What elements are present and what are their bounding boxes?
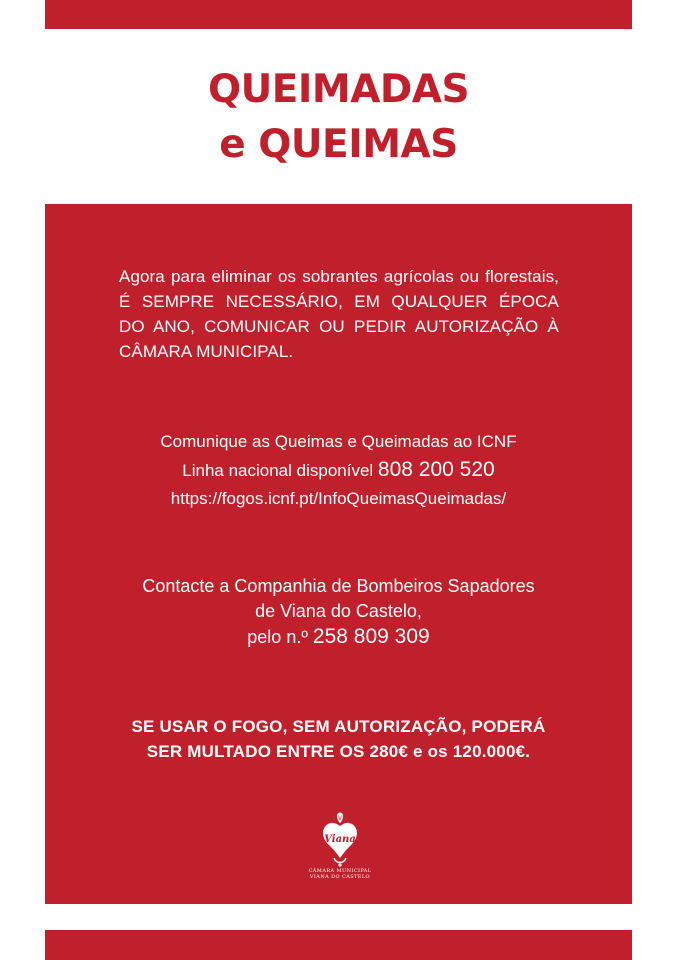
icnf-line-2 — [45, 456, 632, 485]
intro-line-4: CÂMARA MUNICIPAL. — [119, 342, 294, 361]
bombeiros-phone-number: 258 809 309 — [312, 625, 430, 648]
icnf-url[interactable]: https://fogos.icnf.pt/InfoQueimasQueimadas/ — [170, 489, 507, 508]
fine-warning — [45, 714, 632, 764]
icnf-contact — [45, 428, 632, 513]
intro-line-1: Agora para eliminar os sobrantes agrícolas ou florestais, — [119, 267, 559, 286]
icnf-phone-number: 808 200 520 — [377, 458, 495, 481]
warning-line-2: SER MULTADO ENTRE OS 280€ e os 120.000€. — [146, 742, 531, 761]
icnf-line-1: Comunique as Queimas e Queimadas ao ICNF — [160, 432, 517, 451]
logo-text-line-1: CÂMARA MUNICIPAL — [308, 868, 372, 874]
bottom-red-band — [45, 930, 632, 960]
viana-heart-icon — [318, 808, 362, 868]
logo-wordmark: Viana — [324, 834, 356, 845]
title-line-2: e QUEIMAS — [219, 122, 458, 167]
bombeiros-line-1: Contacte a Companhia de Bombeiros Sapadores — [142, 576, 535, 596]
intro-line-3: DO ANO, COMUNICAR OU PEDIR AUTORIZAÇÃO À — [119, 317, 559, 336]
top-red-band — [45, 0, 632, 29]
bombeiros-contact — [45, 574, 632, 650]
title-line-1: QUEIMADAS — [207, 67, 470, 112]
camara-municipal-logo — [295, 808, 385, 888]
icnf-line-prefix: Linha nacional disponível — [182, 461, 374, 480]
warning-line-1: SE USAR O FOGO, SEM AUTORIZAÇÃO, PODERÁ — [131, 717, 546, 736]
bombeiros-line-2: de Viana do Castelo, — [255, 601, 422, 621]
logo-text-line-2: VIANA DO CASTELO — [309, 874, 371, 880]
info-panel — [45, 204, 632, 904]
poster-title — [45, 62, 632, 172]
intro-paragraph — [119, 264, 559, 364]
intro-line-2: É SEMPRE NECESSÁRIO, EM QUALQUER ÉPOCA — [119, 292, 559, 311]
bombeiros-line-prefix: pelo n.º — [247, 627, 308, 647]
bombeiros-line-3 — [45, 624, 632, 650]
